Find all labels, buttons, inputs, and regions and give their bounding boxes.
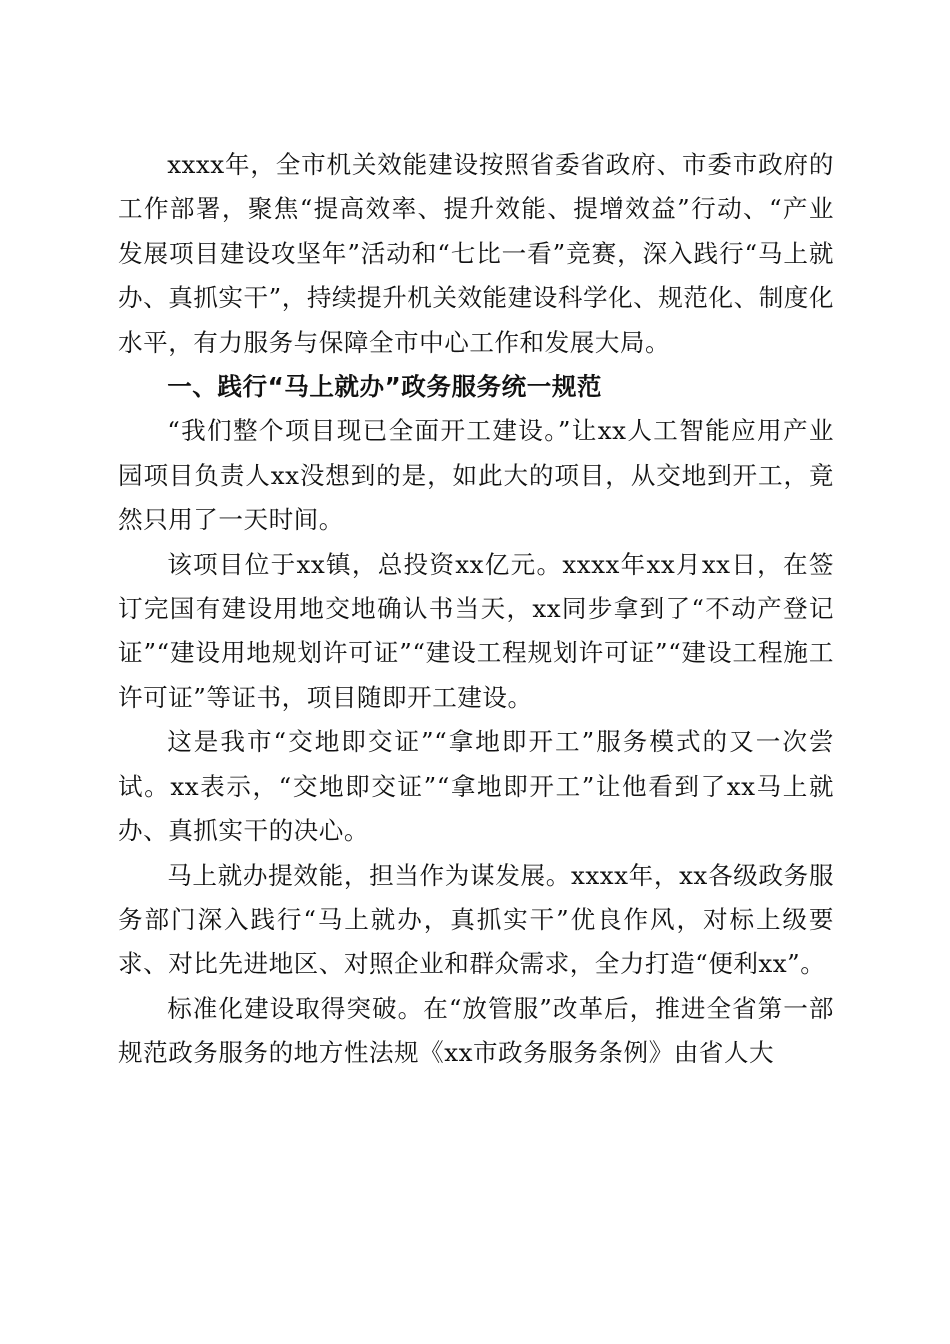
section-heading: 一、践行“马上就办”政务服务统一规范 [167, 372, 603, 402]
body-paragraph: 这是我市“交地即交证”“拿地即开工”服务模式的又一次尝试。xx表示，“交地即交证”“拿地即开工”让他看到了xx马上就办、真抓实干的决心。 [118, 727, 834, 846]
body-paragraph: 马上就办提效能，担当作为谋发展。xxxx年，xx各级政务服务部门深入践行“马上就办，真抓实干”优良作风，对标上级要求、对比先进地区、对照企业和群众需求，全力打造“便利xx”。 [118, 860, 834, 979]
body-paragraph: “我们整个项目现已全面开工建设。”让xx人工智能应用产业园项目负责人xx没想到的是，如此大的项目，从交地到开工，竟然只用了一天时间。 [118, 416, 834, 535]
body-paragraph: 该项目位于xx镇，总投资xx亿元。xxxx年xx月xx日，在签订完国有建设用地交地确认书当天，xx同步拿到了“不动产登记证”“建设用地规划许可证”“建设工程规划许可证”“建设工程施工许可证”等证书，项目随即开工建设。 [118, 549, 834, 712]
intro-paragraph: xxxx年，全市机关效能建设按照省委省政府、市委市政府的工作部署，聚焦“提高效率、提升效能、提增效益”行动、“产业发展项目建设攻坚年”活动和“七比一看”竞赛，深入践行“马上就办、真抓实干”，持续提升机关效能建设科学化、规范化、制度化水平，有力服务与保障全市中心工作和发展大局。 [118, 150, 834, 357]
body-paragraph: 标准化建设取得突破。在“放管服”改革后，推进全省第一部规范政务服务的地方性法规《xx市政务服务条例》由省人大 [118, 993, 834, 1068]
document-body [118, 143, 834, 1076]
